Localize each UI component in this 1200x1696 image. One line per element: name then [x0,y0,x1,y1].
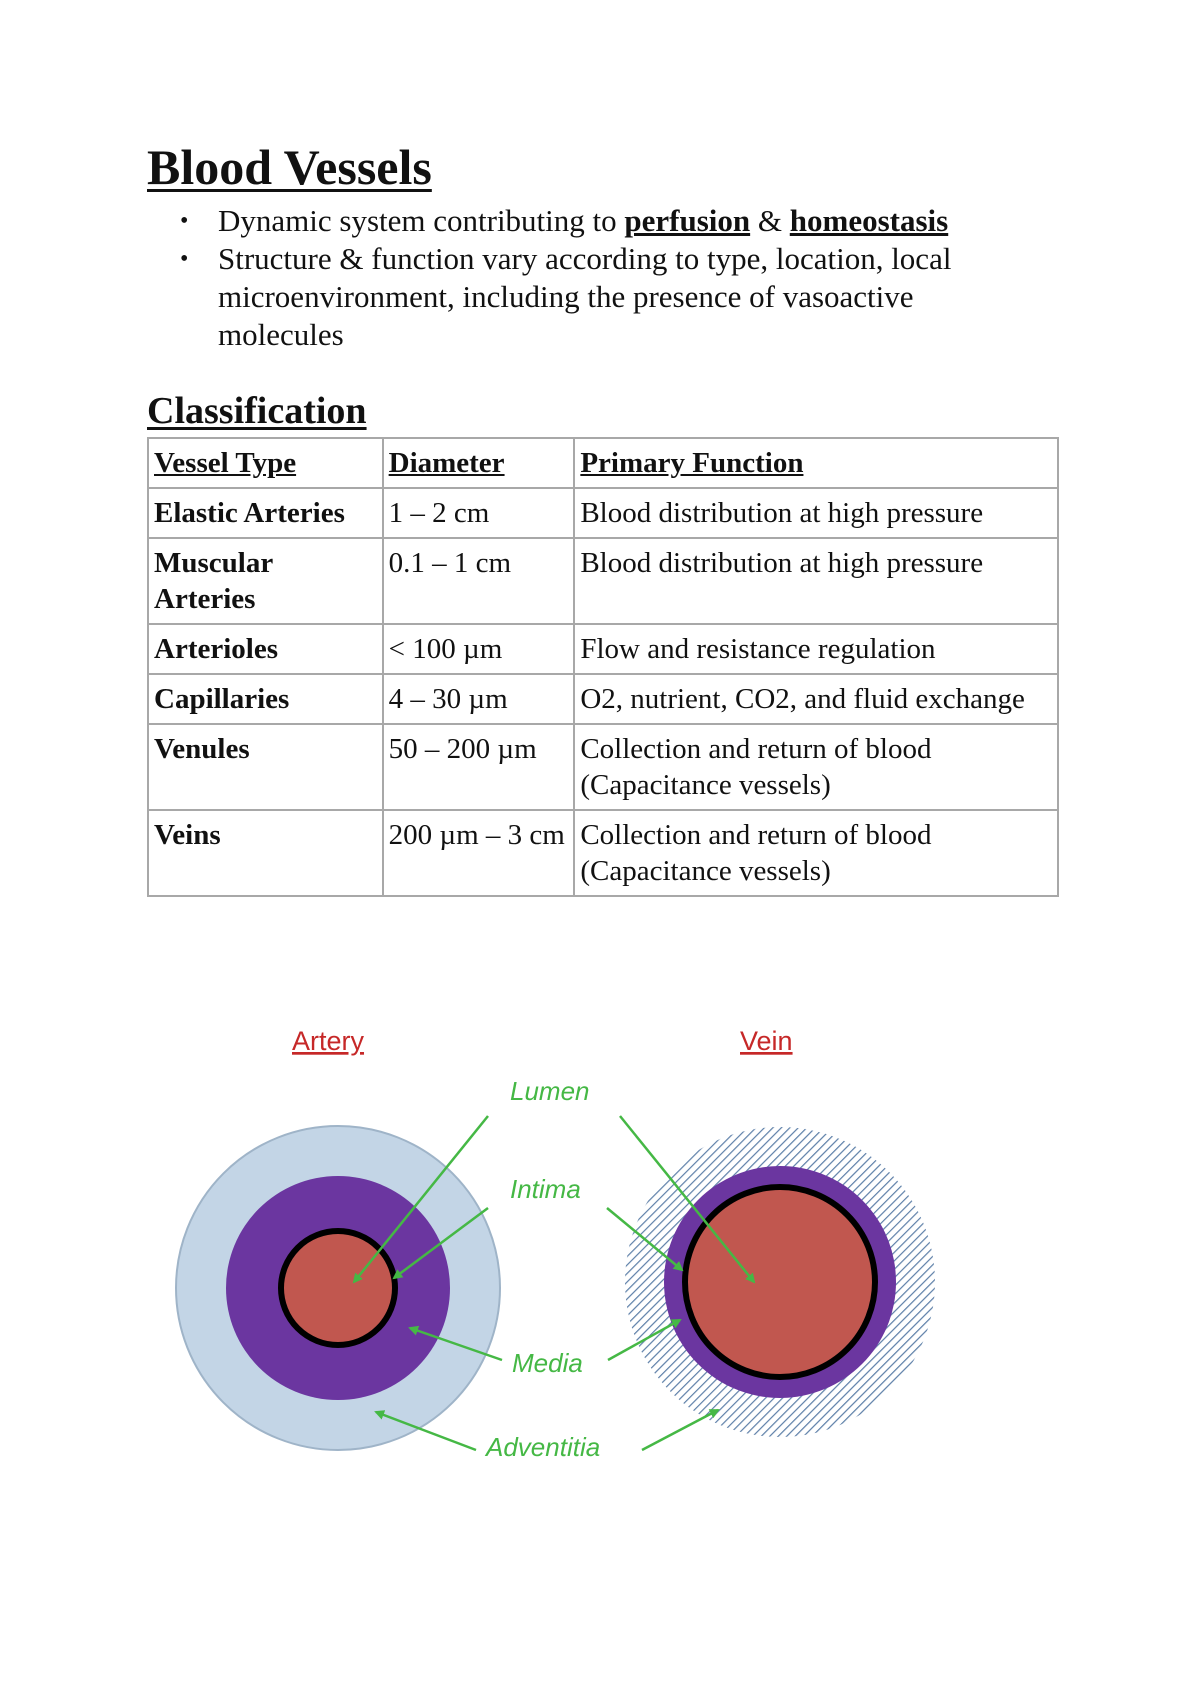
diameter-cell: 50 – 200 µm [383,724,575,810]
table-row [148,674,1058,724]
vessel-type-cell: Muscular Arteries [148,538,383,624]
bullet-item [180,202,1040,240]
intro-bullet-list [180,202,1040,354]
vessel-type-cell: Veins [148,810,383,896]
bullet-text-joiner: & [750,203,790,238]
vessel-type-cell: Elastic Arteries [148,488,383,538]
diameter-cell: 0.1 – 1 cm [383,538,575,624]
vein-label: Vein [740,1026,793,1056]
artery-lumen [281,1231,395,1345]
function-cell: O2, nutrient, CO2, and fluid exchange [574,674,1058,724]
table-header-row [148,438,1058,488]
page-title: Blood Vessels [147,139,432,195]
function-cell: Flow and resistance regulation [574,624,1058,674]
bullet-dot-icon: • [180,208,189,234]
table-row [148,624,1058,674]
table-row [148,810,1058,896]
vessel-type-cell: Venules [148,724,383,810]
diameter-cell: 200 µm – 3 cm [383,810,575,896]
classification-heading: Classification [147,390,367,432]
table-row [148,488,1058,538]
artery-label: Artery [292,1026,365,1056]
function-cell: Collection and return of blood (Capacitance vessels) [574,724,1058,810]
bullet-text: Structure & function vary according to type, location, local microenvironment, including the presence of vasoactive molecules [218,241,952,352]
vein-cross-section [625,1127,935,1437]
perfusion-term: perfusion [624,203,751,238]
intima-label: Intima [510,1174,581,1204]
bullet-text: Dynamic system contributing to [218,203,625,238]
table-row [148,724,1058,810]
artery-cross-section [176,1126,500,1450]
diameter-cell: 4 – 30 µm [383,674,575,724]
bullet-dot-icon: • [180,246,189,272]
function-cell: Collection and return of blood (Capacitance vessels) [574,810,1058,896]
column-header-diameter: Diameter [383,438,575,488]
column-header-primary-function: Primary Function [574,438,1058,488]
classification-table [147,437,1059,897]
vessel-type-cell: Capillaries [148,674,383,724]
vessel-type-cell: Arterioles [148,624,383,674]
bullet-item [180,240,1040,354]
media-label: Media [512,1348,583,1378]
column-header-vessel-type: Vessel Type [148,438,383,488]
artery-vein-diagram [150,1020,950,1500]
diameter-cell: < 100 µm [383,624,575,674]
function-cell: Blood distribution at high pressure [574,488,1058,538]
function-cell: Blood distribution at high pressure [574,538,1058,624]
table-row [148,538,1058,624]
homeostasis-term: homeostasis [789,203,949,238]
adventitia-arrow-vein [642,1410,718,1450]
vein-lumen [685,1187,875,1377]
diameter-cell: 1 – 2 cm [383,488,575,538]
lumen-label: Lumen [510,1076,590,1106]
adventitia-label: Adventitia [486,1432,601,1462]
